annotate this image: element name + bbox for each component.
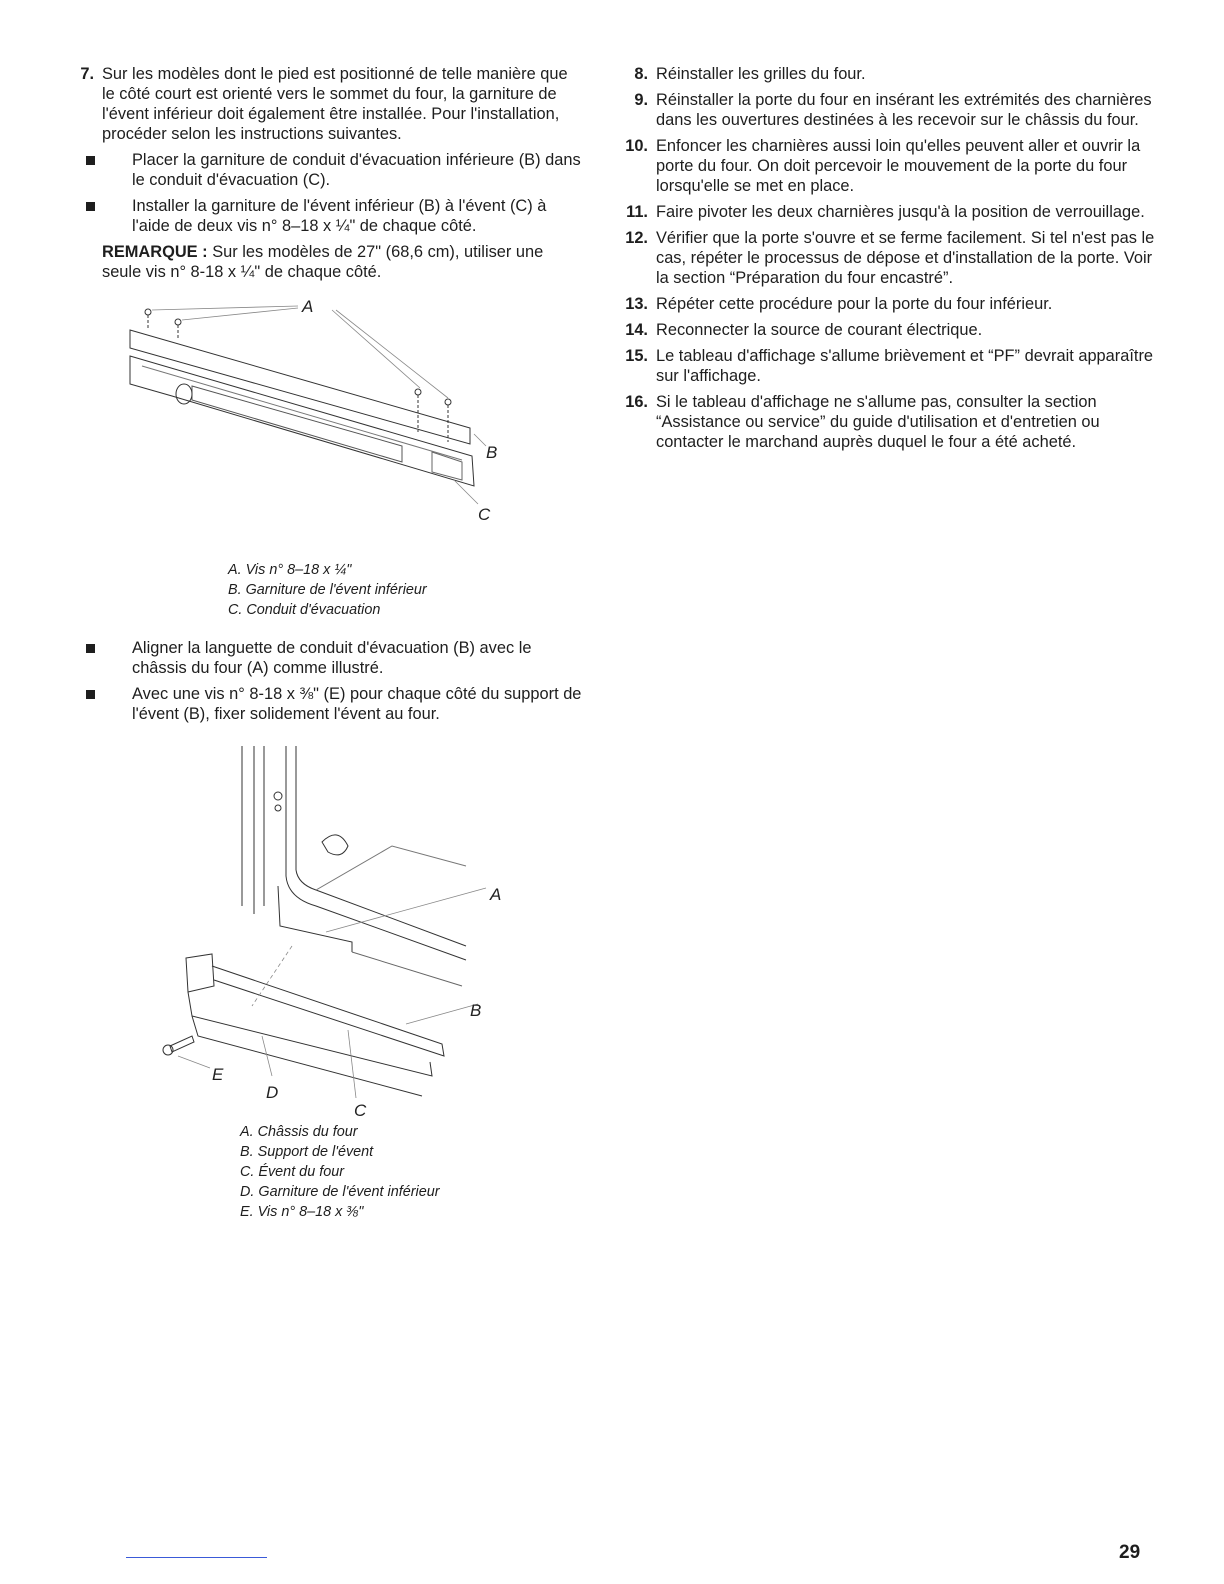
- step-15: 15. Le tableau d'affichage s'allume brièvement et “PF” devrait apparaître sur l'affichage.: [625, 347, 1154, 385]
- step-9: 9. Réinstaller la porte du four en insérant les extrémités des charnières dans les ouvertures destinées à les recevoir sur le châssis du four.: [634, 91, 1152, 129]
- figure-label-e: E: [212, 1065, 224, 1084]
- bullet-list-1: [62, 150, 582, 236]
- figure-caption-2: [240, 1122, 582, 1222]
- figure-label-c: C: [478, 505, 491, 524]
- step-11: 11. Faire pivoter les deux charnières jusqu'à la position de verrouillage.: [626, 203, 1145, 221]
- caption-line: B. Garniture de l'évent inférieur: [228, 582, 427, 598]
- step-number: 7.: [80, 65, 94, 83]
- step-14: 14. Reconnecter la source de courant électrique.: [625, 321, 983, 339]
- bullet-item: Installer la garniture de l'évent inférieur (B) à l'évent (C) à l'aide de deux vis n° 8–18 x ¼" de chaque côté.: [62, 196, 582, 236]
- oven-frame-part: [242, 746, 466, 986]
- bullet-square-icon: [86, 644, 95, 653]
- figure-oven-vent: [102, 746, 542, 1118]
- step-12: 12. Vérifier que la porte s'ouvre et se ferme facilement. Si tel n'est pas le cas, répéter le processus de dépose et d'installation de la porte. Voir la section “Préparation du four encastré”.: [625, 229, 1155, 287]
- caption-line: A. Vis n° 8–18 x ¼": [228, 562, 352, 578]
- bullet-list-2: [62, 638, 582, 724]
- left-column: [62, 64, 582, 1222]
- caption-line: C. Conduit d'évacuation: [228, 602, 381, 618]
- step-text: Sur les modèles dont le pied est positionné de telle manière que le côté court est orienté vers le sommet du four, la garniture de l'évent inférieur doit également être installée. Pour l'installation, procéder selon les instructions suivantes.: [102, 65, 568, 143]
- caption-line: E. Vis n° 8–18 x ⅜": [240, 1204, 364, 1220]
- screw-icon: [175, 319, 181, 340]
- remark-label: REMARQUE :: [102, 243, 208, 261]
- right-column: [616, 64, 1156, 458]
- caption-line: B. Support de l'évent: [240, 1144, 374, 1160]
- bullet-square-icon: [86, 202, 95, 211]
- screw-icon: [163, 1036, 194, 1055]
- screw-icon: [445, 399, 451, 442]
- footer-divider: [126, 1557, 267, 1558]
- step-10: 10. Enfoncer les charnières aussi loin qu'elles peuvent aller et ouvrir la porte du four. On doit percevoir le mouvement de la porte du four lorsqu'elle se met en place.: [625, 137, 1141, 195]
- screw-icon: [415, 389, 421, 432]
- figure-label-a: A: [490, 885, 502, 904]
- remark-note: [102, 242, 582, 282]
- bullet-square-icon: [86, 156, 95, 165]
- figure-label-b: B: [486, 443, 498, 462]
- step-13: 13. Répéter cette procédure pour la porte du four inférieur.: [625, 295, 1053, 313]
- vent-support-part: [186, 954, 444, 1096]
- bullet-item: Avec une vis n° 8-18 x ⅜" (E) pour chaque côté du support de l'évent (B), fixer solidement l'évent au four.: [62, 684, 582, 724]
- remark-text: Sur les modèles de 27" (68,6 cm), utiliser une seule vis n° 8-18 x ¼" de chaque côté.: [102, 243, 544, 281]
- bullet-item: Aligner la languette de conduit d'évacuation (B) avec le châssis du four (A) comme illustré.: [62, 638, 582, 678]
- screw-icon: [145, 309, 151, 330]
- bullet-square-icon: [86, 690, 95, 699]
- page-number: 29: [1119, 1542, 1141, 1563]
- figure-label-a: A: [302, 297, 314, 316]
- figure-label-c: C: [354, 1101, 367, 1118]
- caption-line: A. Châssis du four: [240, 1124, 358, 1140]
- bullet-item: Placer la garniture de conduit d'évacuation inférieure (B) dans le conduit d'évacuation (C).: [62, 150, 582, 190]
- step-7: [62, 64, 582, 144]
- step-16: 16. Si le tableau d'affichage ne s'allume pas, consulter la section “Assistance ou service” du guide d'utilisation et d'entretien ou contacter le marchand auprès duquel le four a été acheté.: [625, 393, 1100, 451]
- figure-label-d: D: [266, 1083, 279, 1102]
- caption-line: D. Garniture de l'évent inférieur: [240, 1184, 440, 1200]
- vent-duct-part: [130, 356, 474, 486]
- caption-line: C. Évent du four: [240, 1164, 344, 1180]
- figure-vent-trim: [102, 296, 542, 556]
- figure-caption-1: [228, 560, 582, 620]
- step-8: 8. Réinstaller les grilles du four.: [634, 65, 866, 83]
- figure-label-b: B: [470, 1001, 482, 1020]
